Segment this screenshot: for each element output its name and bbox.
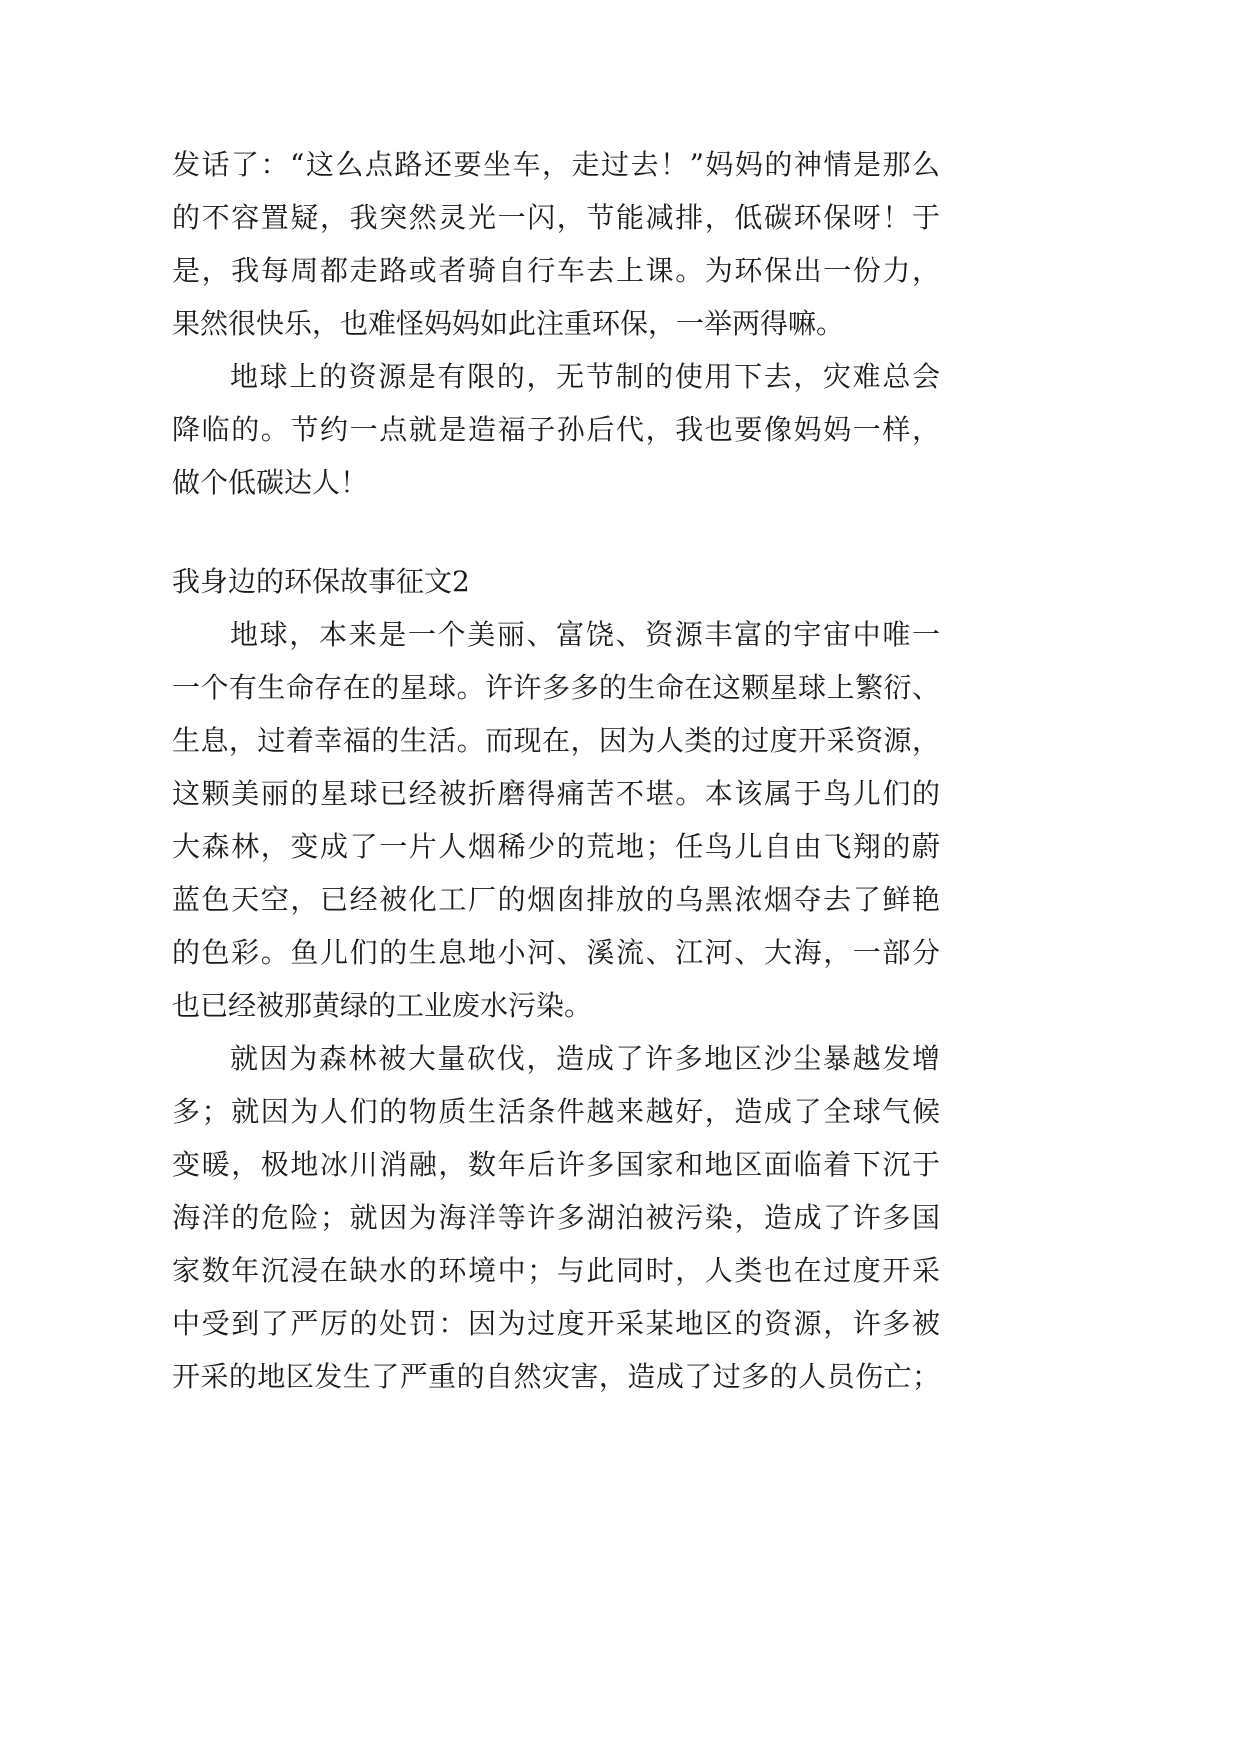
text-line: 地球上的资源是有限的，无节制的使用下去，灾难总会: [230, 360, 940, 393]
document-page: [172, 138, 940, 1403]
text-line: 大森林，变成了一片人烟稀少的荒地；任鸟儿自由飞翔的蔚: [172, 830, 940, 863]
text-line: 蓝色天空，已经被化工厂的烟囱排放的乌黑浓烟夺去了鲜艳: [172, 883, 940, 916]
paragraph: [172, 350, 940, 509]
text-line: 的色彩。鱼儿们的生息地小河、溪流、江河、大海，一部分: [172, 936, 940, 969]
text-line: 变暖，极地冰川消融，数年后许多国家和地区面临着下沉于: [172, 1148, 940, 1181]
text-line: 多；就因为人们的物质生活条件越来越好，造成了全球气候: [172, 1095, 940, 1128]
text-line: 发话了：“这么点路还要坐车，走过去！”妈妈的神情是那么: [172, 148, 940, 181]
section-heading: 我身边的环保故事征文2: [172, 565, 470, 598]
text-line: 海洋的危险；就因为海洋等许多湖泊被污染，造成了许多国: [172, 1201, 940, 1234]
text-line: 中受到了严厉的处罚：因为过度开采某地区的资源，许多被: [172, 1307, 940, 1340]
text-line: 开采的地区发生了严重的自然灾害，造成了过多的人员伤亡；: [172, 1360, 940, 1393]
text-line: 果然很快乐，也难怪妈妈如此注重环保，一举两得嘛。: [172, 307, 845, 340]
text-line: 也已经被那黄绿的工业废水污染。: [172, 989, 593, 1022]
text-line: 做个低碳达人！: [172, 466, 369, 499]
text-line: 的不容置疑，我突然灵光一闪，节能减排，低碳环保呀！于: [172, 201, 940, 234]
text-line: 降临的。节约一点就是造福子孙后代，我也要像妈妈一样，: [172, 413, 940, 446]
paragraph: [172, 1032, 940, 1403]
text-line: 生息，过着幸福的生活。而现在，因为人类的过度开采资源，: [172, 724, 940, 757]
paragraph: [172, 608, 940, 1032]
paragraph: [172, 138, 940, 350]
text-line: 就因为森林被大量砍伐，造成了许多地区沙尘暴越发增: [230, 1042, 940, 1075]
text-line: 地球，本来是一个美丽、富饶、资源丰富的宇宙中唯一: [230, 618, 940, 651]
text-line: 一个有生命存在的星球。许许多多的生命在这颗星球上繁衍、: [172, 671, 940, 704]
text-line: 这颗美丽的星球已经被折磨得痛苦不堪。本该属于鸟儿们的: [172, 777, 940, 810]
text-line: 是，我每周都走路或者骑自行车去上课。为环保出一份力，: [172, 254, 940, 287]
text-line: 家数年沉浸在缺水的环境中；与此同时，人类也在过度开采: [172, 1254, 940, 1287]
